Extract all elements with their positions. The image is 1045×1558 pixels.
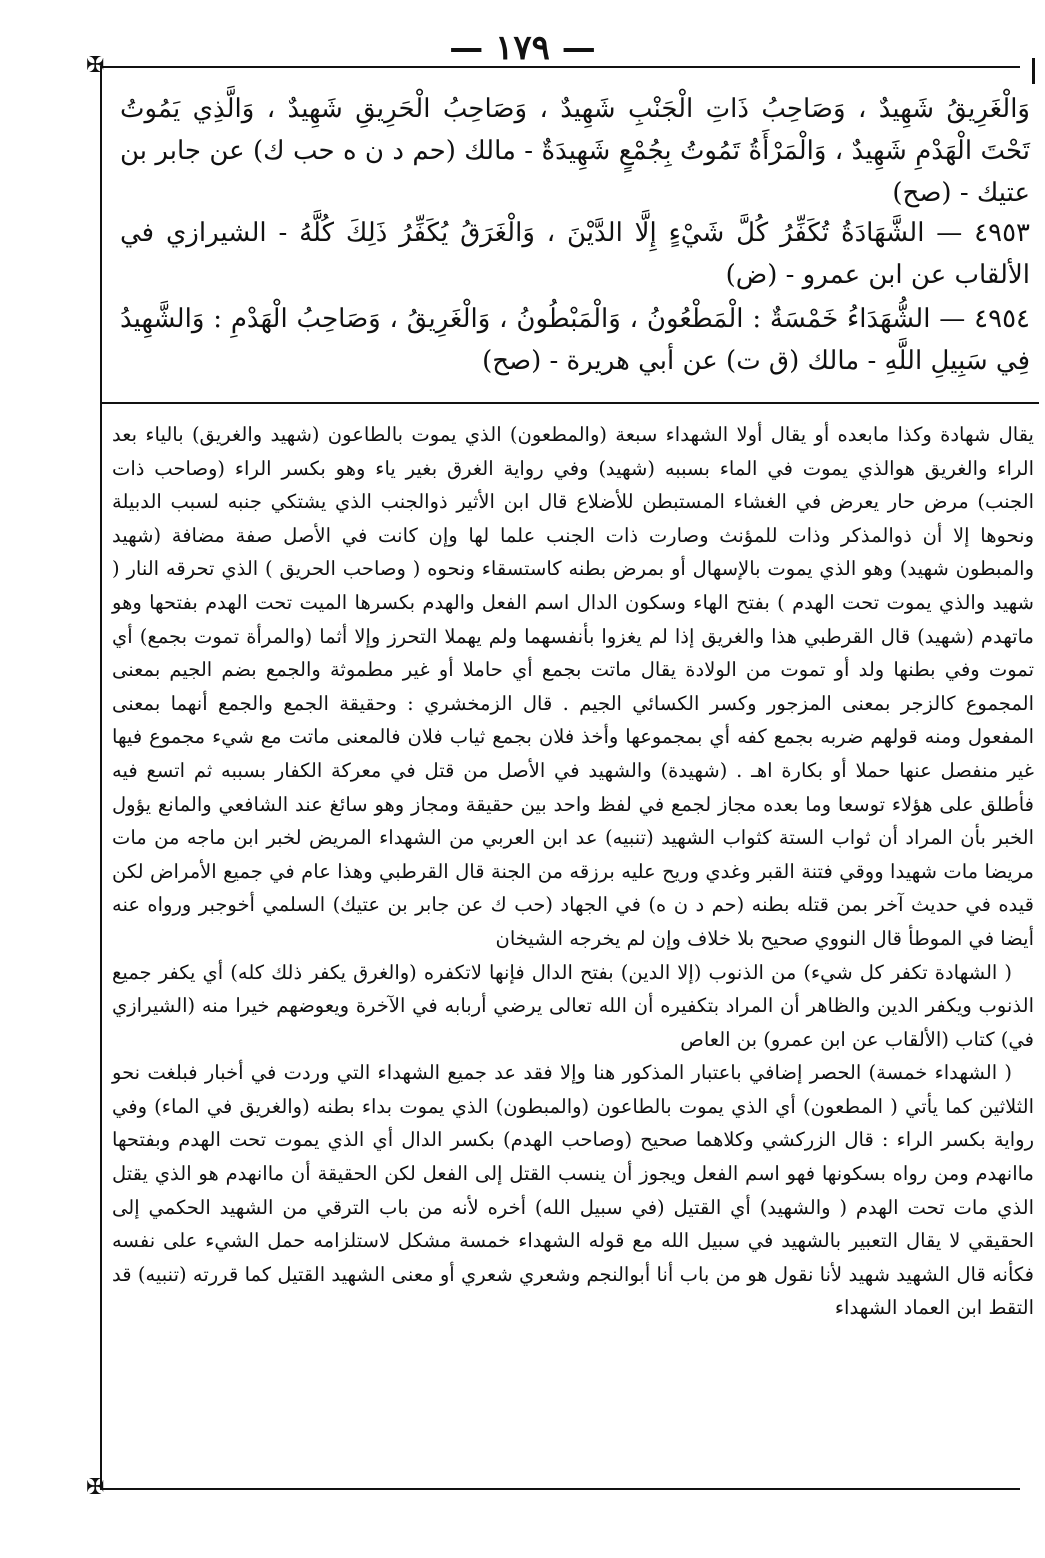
commentary [112,418,1034,1325]
frame-left-rule [100,66,102,1488]
ornament-bottom-icon: ✠ [86,1475,105,1500]
hadith-text: ٤٩٥٤ — الشُّهَدَاءُ خَمْسَةٌ : الْمَطْعُونُ ، وَالْمَبْطُونُ ، وَالْغَرِيقُ ، وَصَاحِبُ الْهَدْمِ : وَالشَّهِيدُ فِي سَبِيلِ اللَّهِ - مالك (ق ت) عن أبي هريرة - (صح) [120,304,1030,376]
frame-top-rule [100,66,1020,68]
section-divider [102,402,1039,404]
frame-bottom-rule [100,1488,1020,1490]
ornament-top-icon: ✠ [86,53,105,78]
commentary-paragraph: ( الشهداء خمسة) الحصر إضافي باعتبار المذكور هنا وإلا فقد عد جميع الشهداء التي وردت في أخبار فبلغت نحو الثلاثين كما يأتي ( المطعون) أي الذي يموت بالطاعون (والمبطون) الذي يموت بداء بطنه (والغريق في الماء) وفي رواية بكسر الراء : قال الزركشي وكلاهما صحيح (وصاحب الهدم) بكسر الدال أي الذي يموت تحت الهدم وبفتحها ماانهدم ومن رواه بسكونها فهو اسم الفعل ويجوز أن ينسب القتل إلى الفعل لكن الحقيقة أن ماانهدم هو الذي يقتل الذي مات تحت الهدم ( والشهيد) أي القتيل (في سبيل الله) أخره لأنه من باب الترقي من الشهيد الحكمي إلى الحقيقي لا يقال التعبير بالشهيد في سبيل الله مع قوله الشهداء خمسة مشكل لاستلزامه حمل الشيء على نفسه فكأنه قال الشهيد شهيد لأنا نقول هو من باب أنا أبوالنجم وشعري شعري أو معنى الشهيد القتيل كما قررته (تنبيه) قد التقط ابن العماد الشهداء [112,1061,1034,1320]
hadith-text: وَالْغَرِيقُ شَهِيدٌ ، وَصَاحِبُ ذَاتِ الْجَنْبِ شَهِيدٌ ، وَصَاحِبُ الْحَرِيقِ شَهِيدٌ ، وَالَّذِي يَمُوتُ تَحْتَ الْهَدْمِ شَهِيدٌ ، وَالْمَرْأَةُ تَمُوتُ بِجُمْعٍ شَهِيدَةٌ - مالك (حم د ن ه حب ك) عن جابر بن عتيك - (صح) [120,94,1030,208]
hadith-text: ٤٩٥٣ — الشَّهَادَةُ تُكَفِّرُ كُلَّ شَيْءٍ إِلَّا الدَّيْنَ ، وَالْغَرَقُ يُكَفِّرُ ذَلِكَ كُلَّهُ - الشيرازي في الألقاب عن ابن عمرو - (ض) [120,218,1030,290]
commentary-paragraph: ( الشهادة تكفر كل شيء) من الذنوب (إلا الدين) بفتح الدال فإنها لاتكفره (والغرق يكفر ذلك كله) أي يكفر جميع الذنوب ويكفر الدين والظاهر أن المراد بتكفيره أن الله تعالى يرضي أربابه في الآخرة ويعوضهم خيرا منه (الشيرازي في) كتاب (الألقاب عن ابن عمرو) بن العاص [112,960,1034,1051]
frame-right-mark [1032,58,1043,84]
commentary-paragraph: يقال شهادة وكذا مابعده أو يقال أولا الشهداء سبعة (والمطعون) الذي يموت بالطاعون (شهيد والغريق) بالياء بعد الراء والغريق هوالذي يموت في الماء بسببه (شهيد) وفي رواية الغرق بغير ياء وهو بكسر الراء (وصاحب ذات الجنب) مرض حار يعرض في الغشاء المستبطن للأضلاع قال ابن الأثير ذوالجنب الذي يشتكي جنبه لسبب الدبيلة ونحوها إلا أن ذوالمذكر وذات للمؤنث وصارت ذات الجنب علما لها وإن كانت في الأصل صفة مضافة (شهيد والمبطون شهيد) وهو الذي يموت بالإسهال أو بمرض بطنه كاستسقاء ونحوه ( وصاحب الحريق ) الذي تحرقه النار ( شهيد والذي يموت تحت الهدم ) بفتح الهاء وسكون الدال اسم الفعل والهدم بكسرها الميت تحت الهدم بفتحها وهو ماتهدم (شهيد) قال القرطبي هذا والغريق إذا لم يغزوا بأنفسهما ولم يهملا التحرز وإلا أثما (والمرأة تموت بجمع) أي تموت وفي بطنها ولد أو تموت من الولادة يقال ماتت بجمع أي حاملا أو غير مطموثة والجمع بضم الجيم بمعنى المجموع كالزجر بمعنى المزجور وكسر الكسائي الجيم . قال الزمخشري : وحقيقة الجمع والجمع أنهما بمعنى المفعول ومنه قولهم ضربه بجمع كفه أي بمجموعها وأخذ فلان بجمع ثياب فلان فالمعنى ماتت مع شيء مجموع فيها غير منفصل عنها حملا أو بكارة اهـ . (شهيدة) والشهيد في الأصل من قتل في معركة الكفار بسببه ثم اتسع فيه فأطلق على هؤلاء توسعا وما بعده مجاز لجمع في لفظ واحد بين حقيقة ومجاز وهو سائغ عند الشافعي والمانع يؤول الخبر بأن المراد أن ثواب الستة كثواب الشهيد (تنبيه) عد ابن العربي من الشهداء المريض لخبر ابن ماجه من مات مريضا مات شهيدا ووقي فتنة القبر وغدي وريح عليه برزقه من الجنة قال القرطبي وهذا عام في جميع الأمراض لكن قيده في حديث آخر بمن قتله بطنه (حم د ن ه) في الجهاد (حب ك عن جابر بن عتيك) السلمي أخوجبر ورواه عنه أيضا في الموطأ قال النووي صحيح بلا خلاف وإن لم يخرجه الشيخان [112,423,1034,950]
page-number: — ١٧٩ — [449,28,596,68]
